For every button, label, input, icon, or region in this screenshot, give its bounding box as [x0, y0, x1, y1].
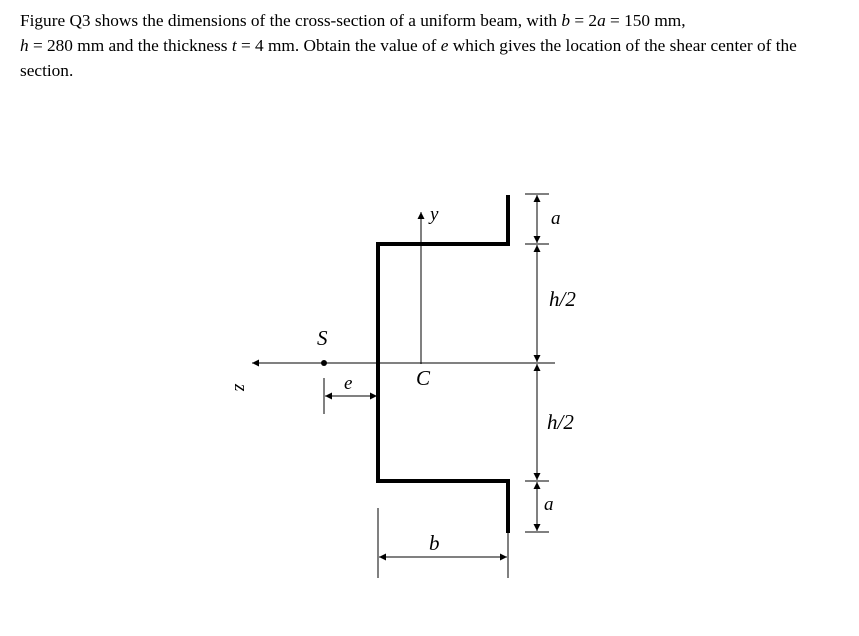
- e-dimension-label: e: [344, 373, 353, 394]
- problem-text-part: = 150 mm,: [605, 11, 686, 30]
- vertical-dimensions: [525, 194, 549, 532]
- z-axis-label: z: [230, 384, 251, 392]
- shear-center-label: S: [317, 326, 328, 350]
- shear-center-point: [321, 360, 327, 366]
- problem-text-part: which gives the location of the shear center of the section.: [20, 36, 797, 80]
- b-dimension-label: b: [429, 531, 440, 555]
- problem-text-part: = 4 mm. Obtain the value of: [236, 36, 441, 55]
- dim-label-top-lip: a: [551, 208, 561, 229]
- symbol-a: a: [597, 11, 606, 30]
- dim-label-lower-half: h/2: [547, 410, 574, 434]
- flange-width-dimension: [378, 508, 508, 578]
- problem-text-part: = 2: [570, 11, 598, 30]
- dim-label-bottom-lip: a: [544, 494, 554, 515]
- symbol-h: h: [20, 36, 29, 55]
- symbol-t: t: [231, 36, 237, 55]
- centroid-label: C: [416, 366, 431, 390]
- problem-text-part: = 280 mm and the thickness: [28, 36, 232, 55]
- y-axis-label: y: [430, 204, 439, 225]
- beam-section: [378, 195, 508, 533]
- symbol-b: b: [561, 11, 571, 30]
- symbol-e: e: [440, 36, 449, 55]
- problem-text-part: Figure Q3 shows the dimensions of the cross-section of a uniform beam, with: [20, 11, 562, 30]
- dim-label-upper-half: h/2: [549, 287, 576, 311]
- beam-section-outline: [378, 195, 508, 533]
